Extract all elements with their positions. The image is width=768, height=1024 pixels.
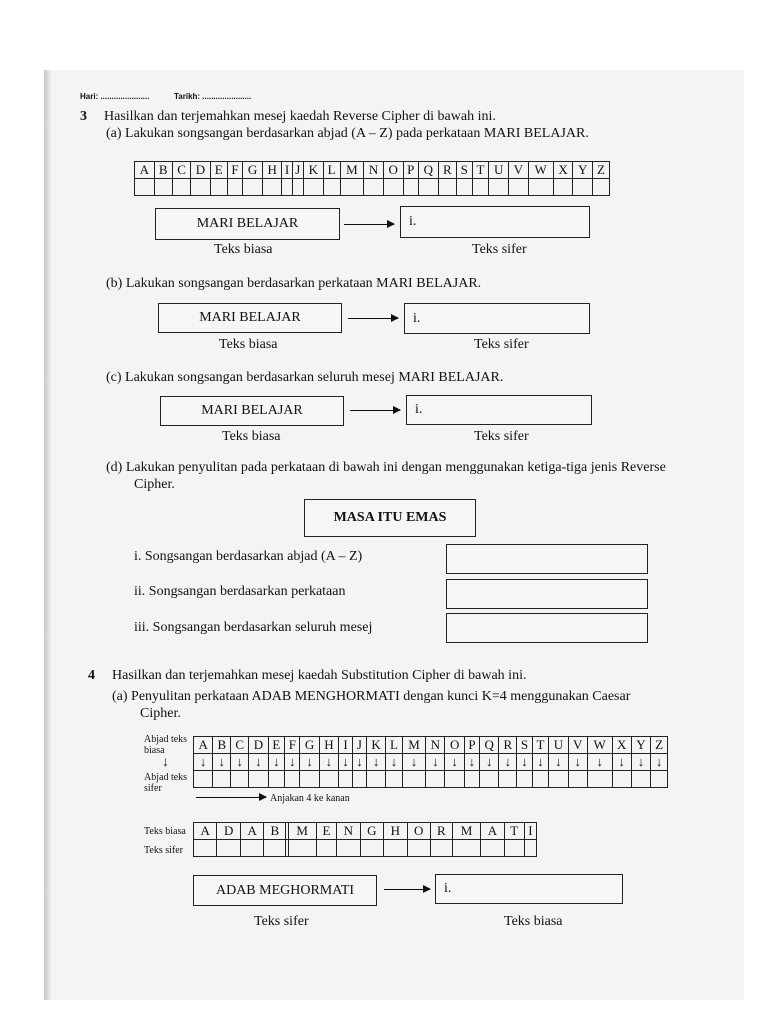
row-label-abjad-teks-sifer: Abjad teks sifer [144,772,188,794]
q3d-item-1: i. Songsangan berdasarkan abjad (A – Z) [134,549,363,564]
plain-letter-cell: N [426,737,445,754]
alphabet-letter-cell: L [323,162,340,179]
shift-note: Anjakan 4 ke kanan [270,793,350,804]
q3d-answer-box-3[interactable] [446,613,648,643]
alphabet-letter-cell: N [364,162,384,179]
q3b-cipher-label: Teks sifer [474,337,529,352]
q3d-item-2: ii. Songsangan berdasarkan perkataan [134,584,346,599]
q3d-text-line2: Cipher. [134,477,175,492]
plain-letter-cell: R [499,737,517,754]
reverse-letter-cell[interactable] [292,179,303,196]
reverse-letter-cell[interactable] [304,179,324,196]
cipher-letter-cell[interactable] [352,771,366,788]
down-arrow-icon: ↓ [549,754,568,771]
plain-letter-cell: Y [631,737,650,754]
q3a-arrow [344,224,394,225]
reverse-letter-cell[interactable] [323,179,340,196]
reverse-letter-cell[interactable] [456,179,472,196]
shift-arrow [196,797,266,798]
message-cipher-cell[interactable] [194,840,217,857]
hari-field: Hari: ...................... [80,92,150,101]
teks-biasa-row-label: Teks biasa [144,826,186,837]
alphabet-letter-cell: D [191,162,211,179]
reverse-letter-cell[interactable] [172,179,190,196]
message-letter-cell: D [217,823,240,840]
message-letter-cell: A [240,823,263,840]
plain-letter-cell: E [268,737,285,754]
q3c-text: (c) Lakukan songsangan berdasarkan seluruh mesej MARI BELAJAR. [106,370,504,385]
plain-letter-cell: F [285,737,300,754]
plain-letter-cell: I [339,737,353,754]
reverse-letter-cell[interactable] [438,179,456,196]
alphabet-letter-cell: K [304,162,324,179]
down-arrow-icon: ↓ [612,754,631,771]
down-arrow-icon: ↓ [366,754,385,771]
cipher-letter-cell[interactable] [517,771,532,788]
reverse-letter-cell[interactable] [553,179,573,196]
q3a-plain-label: Teks biasa [214,242,273,257]
message-cipher-cell[interactable] [316,840,336,857]
q3d-item-3: iii. Songsangan berdasarkan seluruh mesej [134,620,373,635]
cipher-letter-cell[interactable] [568,771,587,788]
cipher-letter-cell[interactable] [549,771,568,788]
q3a-answer-box[interactable]: i. [400,206,590,238]
message-letter-cell: E [316,823,336,840]
message-cipher-cell[interactable] [452,840,480,857]
q3b-arrow [348,318,398,319]
alphabet-letter-cell: X [553,162,573,179]
cipher-letter-cell[interactable] [445,771,464,788]
q4a-answer-box[interactable]: i. [435,874,623,904]
plain-letter-cell: H [319,737,338,754]
message-letter-cell: A [194,823,217,840]
cipher-letter-cell[interactable] [587,771,612,788]
cipher-letter-cell[interactable] [366,771,385,788]
alphabet-letter-cell: H [262,162,282,179]
alphabet-letter-cell: A [135,162,155,179]
message-cipher-cell[interactable] [217,840,240,857]
message-grid [193,822,537,857]
message-letter-cell: H [384,823,407,840]
q4a-right-label: Teks biasa [504,914,563,929]
alphabet-letter-cell: F [227,162,243,179]
message-cipher-cell[interactable] [288,840,316,857]
reverse-letter-cell[interactable] [262,179,282,196]
alphabet-letter-cell: R [438,162,456,179]
q3a-cipher-label: Teks sifer [472,242,527,257]
cipher-letter-cell[interactable] [386,771,403,788]
cipher-letter-cell[interactable] [194,771,213,788]
plain-letter-cell: P [464,737,479,754]
q3b-plaintext-box: MARI BELAJAR [158,303,342,333]
plain-letter-cell: S [517,737,532,754]
cipher-letter-cell[interactable] [339,771,353,788]
plain-letter-cell: A [194,737,213,754]
down-arrow-icon: ↓ [339,754,353,771]
q3d-text-line1: (d) Lakukan penyulitan pada perkataan di bawah ini dengan menggunakan ketiga-tiga jenis Reverse [106,460,666,475]
alphabet-grid-3a [134,161,610,196]
down-arrow-icon: ↓ [480,754,499,771]
message-cipher-cell[interactable] [360,840,383,857]
message-cipher-cell[interactable] [384,840,407,857]
reverse-letter-cell[interactable] [528,179,553,196]
q3d-word-box: MASA ITU EMAS [304,499,476,537]
alphabet-letter-cell: J [292,162,303,179]
down-arrow-icon: ↓ [231,754,249,771]
reverse-letter-cell[interactable] [227,179,243,196]
down-arrow-icon: ↓ [568,754,587,771]
down-arrow-icon: ↓ [249,754,268,771]
message-cipher-cell[interactable] [524,840,536,857]
q3a-plaintext-box: MARI BELAJAR [155,208,340,240]
cipher-letter-cell[interactable] [480,771,499,788]
message-letter-cell: N [337,823,360,840]
down-arrow-icon: ↓ [213,754,231,771]
reverse-letter-cell[interactable] [573,179,593,196]
plain-letter-cell: O [445,737,464,754]
alphabet-letter-cell: Q [419,162,439,179]
cipher-letter-cell[interactable] [532,771,549,788]
q3c-cipher-label: Teks sifer [474,429,529,444]
reverse-letter-cell[interactable] [489,179,509,196]
message-letter-cell: O [407,823,430,840]
plain-letter-cell: G [300,737,319,754]
q3b-answer-box[interactable]: i. [404,303,590,334]
down-arrow-icon: ↓ [386,754,403,771]
plain-letter-cell: T [532,737,549,754]
message-cipher-cell[interactable] [407,840,430,857]
alphabet-letter-cell: W [528,162,553,179]
caesar-cipher-grid [193,736,668,788]
down-arrow-icon: ↓ [631,754,650,771]
alphabet-letter-cell: T [472,162,489,179]
alphabet-letter-cell: O [383,162,403,179]
reverse-letter-cell[interactable] [592,179,609,196]
alphabet-letter-cell: Y [573,162,593,179]
cipher-letter-cell[interactable] [426,771,445,788]
message-letter-cell: M [452,823,480,840]
message-letter-cell: T [504,823,524,840]
cipher-letter-cell[interactable] [319,771,338,788]
reverse-letter-cell[interactable] [403,179,419,196]
reverse-letter-cell[interactable] [472,179,489,196]
cipher-letter-cell[interactable] [285,771,300,788]
plain-letter-cell: M [402,737,425,754]
reverse-letter-cell[interactable] [191,179,211,196]
cipher-letter-cell[interactable] [213,771,231,788]
reverse-letter-cell[interactable] [282,179,292,196]
reverse-letter-cell[interactable] [419,179,439,196]
q4a-cipher-box: ADAB MEGHORMATI [193,875,377,906]
page-edge-shadow [44,70,52,1000]
q4a-text-line1: (a) Penyulitan perkataan ADAB MENGHORMATI dengan kunci K=4 menggunakan Caesar [112,689,631,704]
down-arrow-icon: ↓ [319,754,338,771]
down-arrow-icon: ↓ [464,754,479,771]
row-label-abjad-teks-biasa: Abjad teks biasa [144,734,188,756]
down-arrow-icon: ↓ [162,755,169,770]
q3d-answer-box-1[interactable] [446,544,648,574]
message-letter-cell: R [430,823,452,840]
reverse-letter-cell[interactable] [383,179,403,196]
q3c-plain-label: Teks biasa [222,429,281,444]
down-arrow-icon: ↓ [194,754,213,771]
down-arrow-icon: ↓ [445,754,464,771]
alphabet-letter-cell: P [403,162,419,179]
message-letter-cell: A [481,823,504,840]
q4a-text-line2: Cipher. [140,706,181,721]
q3a-text: (a) Lakukan songsangan berdasarkan abjad (A – Z) pada perkataan MARI BELAJAR. [106,126,589,141]
question-3-title: Hasilkan dan terjemahkan mesej kaedah Reverse Cipher di bawah ini. [104,109,496,124]
down-arrow-icon: ↓ [300,754,319,771]
cipher-letter-cell[interactable] [464,771,479,788]
alphabet-letter-cell: B [154,162,172,179]
message-letter-cell: G [360,823,383,840]
question-3-number: 3 [80,109,87,124]
q4a-left-label: Teks sifer [254,914,309,929]
plain-letter-cell: J [352,737,366,754]
down-arrow-icon: ↓ [426,754,445,771]
plain-letter-cell: X [612,737,631,754]
q3c-arrow [350,410,400,411]
question-4-title: Hasilkan dan terjemahkan mesej kaedah Substitution Cipher di bawah ini. [112,668,527,683]
alphabet-letter-cell: I [282,162,292,179]
cipher-letter-cell[interactable] [231,771,249,788]
message-letter-cell: I [524,823,536,840]
reverse-letter-cell[interactable] [243,179,263,196]
plain-letter-cell: D [249,737,268,754]
plain-letter-cell: V [568,737,587,754]
plain-letter-cell: C [231,737,249,754]
down-arrow-icon: ↓ [499,754,517,771]
q4a-arrow [384,889,430,890]
cipher-letter-cell[interactable] [612,771,631,788]
cipher-letter-cell[interactable] [268,771,285,788]
reverse-letter-cell[interactable] [210,179,227,196]
alphabet-letter-cell: C [172,162,190,179]
plain-letter-cell: Q [480,737,499,754]
alphabet-letter-cell: Z [592,162,609,179]
message-letter-cell: M [288,823,316,840]
down-arrow-icon: ↓ [651,754,668,771]
down-arrow-icon: ↓ [517,754,532,771]
plain-letter-cell: U [549,737,568,754]
down-arrow-icon: ↓ [402,754,425,771]
question-4-number: 4 [88,668,95,683]
message-cipher-cell[interactable] [240,840,263,857]
reverse-letter-cell[interactable] [340,179,364,196]
down-arrow-icon: ↓ [532,754,549,771]
cipher-letter-cell[interactable] [249,771,268,788]
alphabet-letter-cell: E [210,162,227,179]
teks-sifer-row-label: Teks sifer [144,845,184,856]
down-arrow-icon: ↓ [587,754,612,771]
alphabet-letter-cell: G [243,162,263,179]
reverse-letter-cell[interactable] [364,179,384,196]
alphabet-letter-cell: V [509,162,529,179]
q3c-plaintext-box: MARI BELAJAR [160,396,344,426]
q3c-answer-box[interactable]: i. [406,395,592,425]
message-cipher-cell[interactable] [430,840,452,857]
message-cipher-cell[interactable] [481,840,504,857]
down-arrow-icon: ↓ [268,754,285,771]
tarikh-field: Tarikh: ...................... [174,92,252,101]
q3d-answer-box-2[interactable] [446,579,648,609]
reverse-letter-cell[interactable] [135,179,155,196]
alphabet-letter-cell: S [456,162,472,179]
plain-letter-cell: K [366,737,385,754]
cipher-letter-cell[interactable] [631,771,650,788]
message-cipher-cell[interactable] [264,840,286,857]
reverse-letter-cell[interactable] [154,179,172,196]
plain-letter-cell: L [386,737,403,754]
cipher-letter-cell[interactable] [499,771,517,788]
cipher-letter-cell[interactable] [651,771,668,788]
cipher-letter-cell[interactable] [402,771,425,788]
message-cipher-cell[interactable] [504,840,524,857]
down-arrow-icon: ↓ [285,754,300,771]
q3b-text: (b) Lakukan songsangan berdasarkan perkataan MARI BELAJAR. [106,276,482,291]
alphabet-letter-cell: M [340,162,364,179]
cipher-letter-cell[interactable] [300,771,319,788]
message-letter-cell: B [264,823,286,840]
plain-letter-cell: B [213,737,231,754]
plain-letter-cell: W [587,737,612,754]
reverse-letter-cell[interactable] [509,179,529,196]
q3b-plain-label: Teks biasa [219,337,278,352]
message-cipher-cell[interactable] [337,840,360,857]
plain-letter-cell: Z [651,737,668,754]
down-arrow-icon: ↓ [352,754,366,771]
alphabet-letter-cell: U [489,162,509,179]
